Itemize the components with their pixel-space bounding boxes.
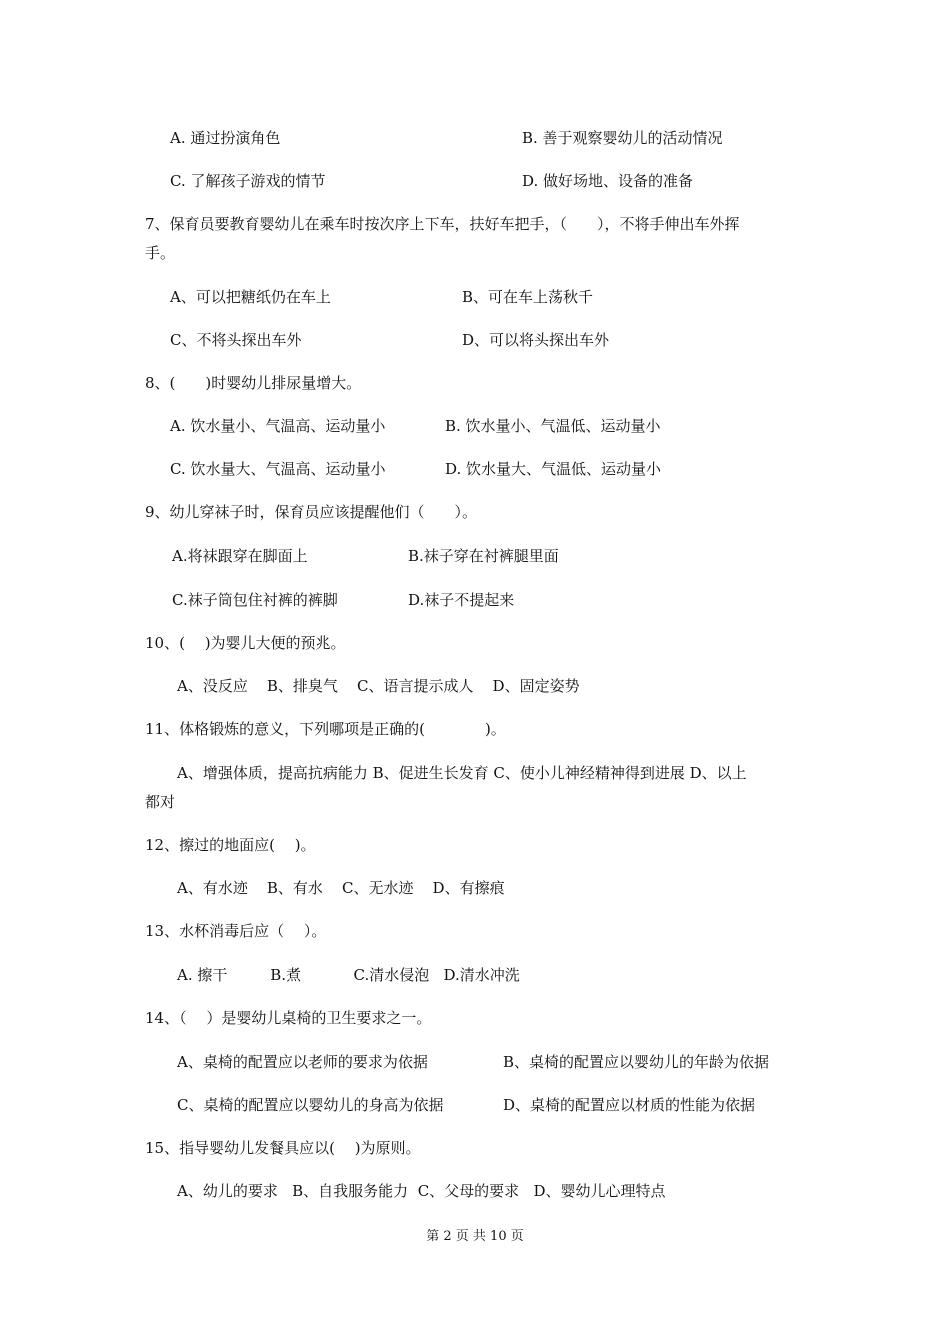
- q10-options: A、没反应 B、排臭气 C、语言提示成人 D、固定姿势: [177, 677, 580, 695]
- q6-option-a: A. 通过扮演角色: [170, 129, 281, 147]
- q8-question: 8、( )时婴幼儿排尿量增大。: [145, 374, 362, 392]
- q12-options: A、有水迹 B、有水 C、无水迹 D、有擦痕: [177, 879, 505, 897]
- q6-option-d: D. 做好场地、设备的准备: [522, 172, 694, 190]
- q6-option-c: C. 了解孩子游戏的情节: [170, 172, 326, 190]
- q7-question-line1: 7、保育员要教育婴幼儿在乘车时按次序上下车，扶好车把手，（ ），不将手伸出车外挥: [145, 215, 740, 233]
- q9-option-d: D.袜子不提起来: [408, 591, 515, 609]
- q10-question: 10、( )为婴儿大便的预兆。: [145, 634, 346, 652]
- q13-question: 13、水杯消毒后应（ ）。: [145, 922, 327, 940]
- q14-option-a: A、桌椅的配置应以老师的要求为依据: [177, 1053, 428, 1071]
- q11-options-line1: A、增强体质，提高抗病能力 B、促进生长发育 C、使小儿神经精神得到进展 D、以上: [177, 764, 747, 782]
- q9-option-c: C.袜子筒包住衬裤的裤脚: [172, 591, 338, 609]
- page-footer: 第 2 页 共 10 页: [426, 1229, 524, 1244]
- q7-option-a: A、可以把糖纸仍在车上: [170, 288, 331, 306]
- q9-question: 9、幼儿穿袜子时，保育员应该提醒他们（ ）。: [145, 503, 478, 521]
- q15-question: 15、指导婴幼儿发餐具应以( )为原则。: [145, 1139, 421, 1157]
- q8-option-a: A. 饮水量小、气温高、运动量小: [170, 417, 386, 435]
- q6-option-b: B. 善于观察婴幼儿的活动情况: [522, 129, 723, 147]
- q7-option-b: B、可在车上荡秋千: [462, 288, 594, 306]
- q8-option-b: B. 饮水量小、气温低、运动量小: [445, 417, 661, 435]
- q12-question: 12、擦过的地面应( )。: [145, 836, 316, 854]
- q14-question: 14、（ ）是婴幼儿桌椅的卫生要求之一。: [145, 1009, 432, 1027]
- q7-option-d: D、可以将头探出车外: [462, 331, 610, 349]
- q7-option-c: C、不将头探出车外: [170, 331, 302, 349]
- q14-option-b: B、桌椅的配置应以婴幼儿的年龄为依据: [503, 1053, 770, 1071]
- q14-option-c: C、桌椅的配置应以婴幼儿的身高为依据: [177, 1096, 444, 1114]
- q7-question-line2: 手。: [145, 244, 176, 262]
- q11-options-line2: 都对: [145, 793, 176, 811]
- q11-question: 11、体格锻炼的意义，下列哪项是正确的( )。: [145, 720, 506, 738]
- q8-option-d: D. 饮水量大、气温低、运动量小: [445, 460, 662, 478]
- q15-options: A、幼儿的要求 B、自我服务能力 C、父母的要求 D、婴幼儿心理特点: [177, 1182, 666, 1200]
- q14-option-d: D、桌椅的配置应以材质的性能为依据: [503, 1096, 756, 1114]
- q8-option-c: C. 饮水量大、气温高、运动量小: [170, 460, 386, 478]
- q13-options: A. 擦干 B.煮 C.清水侵泡 D.清水冲洗: [177, 966, 520, 984]
- q9-option-a: A.将袜跟穿在脚面上: [172, 547, 308, 565]
- q9-option-b: B.袜子穿在衬裤腿里面: [408, 547, 559, 565]
